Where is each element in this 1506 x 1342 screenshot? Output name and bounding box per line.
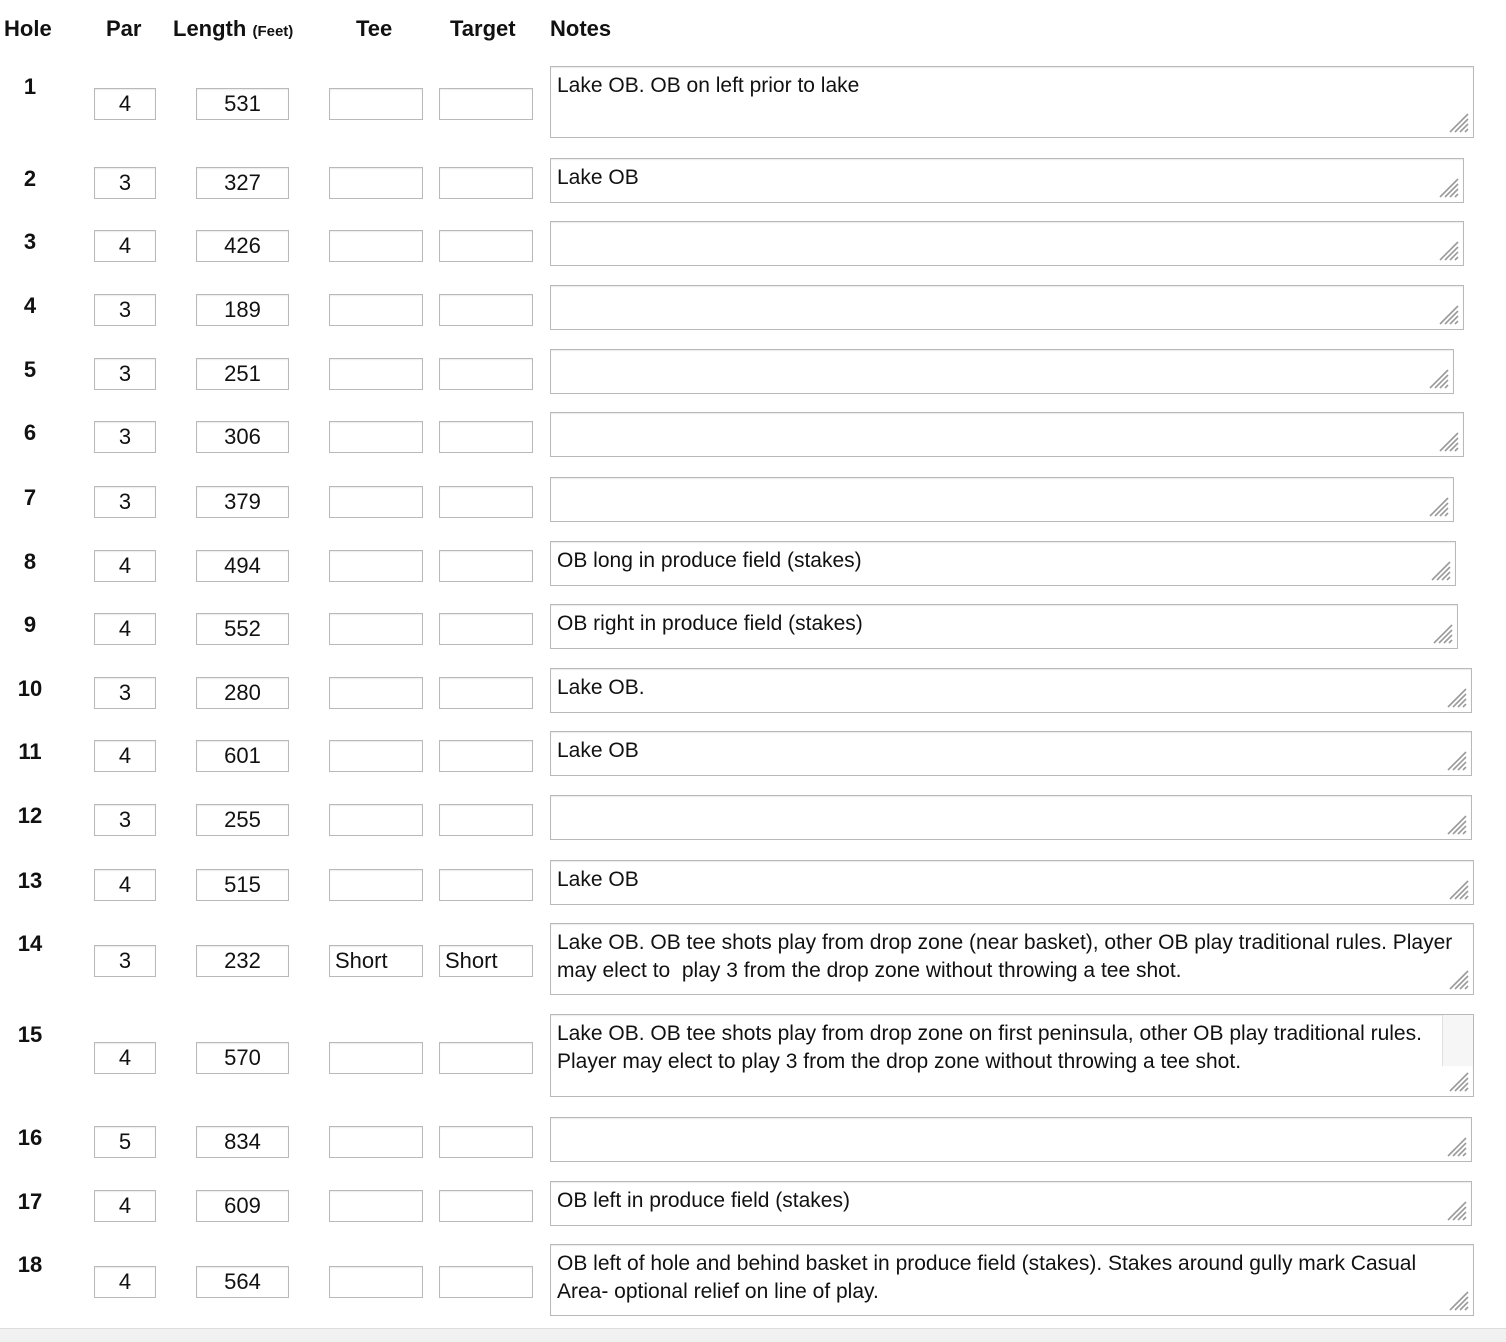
tee-field[interactable]	[329, 740, 423, 772]
target-field[interactable]	[439, 613, 533, 645]
par-field[interactable]: 3	[94, 167, 156, 199]
notes-text: OB long in produce field (stakes)	[557, 549, 862, 572]
target-field[interactable]	[439, 358, 533, 390]
par-field[interactable]: 3	[94, 486, 156, 518]
length-field[interactable]: 564	[196, 1266, 289, 1298]
notes-text: Lake OB	[557, 166, 639, 189]
notes-scrollbar[interactable]	[1442, 1015, 1473, 1066]
hole-number: 12	[17, 803, 43, 828]
notes-textarea[interactable]	[550, 221, 1464, 266]
length-field[interactable]: 609	[196, 1190, 289, 1222]
length-field[interactable]: 834	[196, 1126, 289, 1158]
tee-field[interactable]	[329, 486, 423, 518]
resize-grip-icon[interactable]	[1442, 1196, 1468, 1222]
target-field[interactable]	[439, 740, 533, 772]
target-field[interactable]	[439, 421, 533, 453]
par-field[interactable]: 3	[94, 358, 156, 390]
resize-grip-icon[interactable]	[1424, 364, 1450, 390]
header-length-label: Length	[173, 16, 247, 41]
hole-number: 13	[17, 868, 43, 893]
length-field[interactable]: 570	[196, 1042, 289, 1074]
par-field[interactable]: 3	[94, 804, 156, 836]
length-field[interactable]: 426	[196, 230, 289, 262]
tee-field[interactable]	[329, 869, 423, 901]
notes-textarea[interactable]	[550, 1014, 1474, 1097]
notes-text: Lake OB	[557, 868, 639, 891]
target-field[interactable]	[439, 804, 533, 836]
tee-field[interactable]	[329, 1042, 423, 1074]
notes-text: Lake OB	[557, 739, 639, 762]
tee-field[interactable]	[329, 1190, 423, 1222]
hole-number: 1	[23, 74, 37, 99]
header-length	[173, 16, 293, 42]
resize-grip-icon[interactable]	[1444, 1067, 1470, 1093]
resize-grip-icon[interactable]	[1442, 746, 1468, 772]
par-field[interactable]: 4	[94, 88, 156, 120]
hole-number: 16	[17, 1125, 43, 1150]
hole-number: 3	[23, 229, 37, 254]
length-field[interactable]: 251	[196, 358, 289, 390]
hole-number: 17	[17, 1189, 43, 1214]
hole-number: 10	[17, 676, 43, 701]
length-field[interactable]: 306	[196, 421, 289, 453]
target-field[interactable]: Short	[439, 945, 533, 977]
hole-number: 14	[17, 931, 43, 956]
hole-number: 8	[23, 549, 37, 574]
length-field[interactable]: 232	[196, 945, 289, 977]
hole-number: 18	[17, 1252, 43, 1277]
resize-grip-icon[interactable]	[1434, 427, 1460, 453]
resize-grip-icon[interactable]	[1442, 810, 1468, 836]
length-field[interactable]: 327	[196, 167, 289, 199]
tee-field[interactable]	[329, 804, 423, 836]
resize-grip-icon[interactable]	[1442, 1132, 1468, 1158]
tee-field[interactable]	[329, 1126, 423, 1158]
par-field[interactable]: 4	[94, 550, 156, 582]
notes-textarea[interactable]	[550, 668, 1472, 713]
target-field[interactable]	[439, 167, 533, 199]
tee-field[interactable]: Short	[329, 945, 423, 977]
notes-text: OB left in produce field (stakes)	[557, 1189, 850, 1212]
tee-field[interactable]	[329, 230, 423, 262]
notes-textarea[interactable]	[550, 477, 1454, 522]
notes-textarea[interactable]	[550, 541, 1456, 586]
notes-textarea[interactable]	[550, 158, 1464, 203]
target-field[interactable]	[439, 294, 533, 326]
notes-textarea[interactable]	[550, 923, 1474, 995]
tee-field[interactable]	[329, 677, 423, 709]
target-field[interactable]	[439, 486, 533, 518]
length-field[interactable]: 494	[196, 550, 289, 582]
par-field[interactable]: 3	[94, 677, 156, 709]
header-target: Target	[450, 16, 516, 41]
target-field[interactable]	[439, 1126, 533, 1158]
notes-text: OB right in produce field (stakes)	[557, 612, 863, 635]
header-par: Par	[106, 16, 142, 41]
notes-textarea[interactable]	[550, 66, 1474, 138]
resize-grip-icon[interactable]	[1444, 1286, 1470, 1312]
notes-textarea[interactable]	[550, 860, 1474, 905]
hole-number: 7	[23, 485, 37, 510]
tee-field[interactable]	[329, 358, 423, 390]
page-bottom-bar	[0, 1328, 1506, 1342]
header-notes: Notes	[550, 16, 612, 41]
target-field[interactable]	[439, 1266, 533, 1298]
target-field[interactable]	[439, 1190, 533, 1222]
hole-number: 9	[23, 612, 37, 637]
tee-field[interactable]	[329, 1266, 423, 1298]
par-field[interactable]: 5	[94, 1126, 156, 1158]
resize-grip-icon[interactable]	[1434, 300, 1460, 326]
notes-text: Lake OB. OB tee shots play from drop zone (near basket), other OB play traditional rules. Player may elect to play 3 from the drop zone without throwing a tee shot.	[557, 931, 1459, 982]
tee-field[interactable]	[329, 613, 423, 645]
tee-field[interactable]	[329, 421, 423, 453]
hole-number: 5	[23, 357, 37, 382]
notes-textarea[interactable]	[550, 604, 1458, 649]
header-hole: Hole	[4, 16, 52, 41]
notes-textarea[interactable]	[550, 285, 1464, 330]
notes-textarea[interactable]	[550, 412, 1464, 457]
hole-number: 11	[18, 739, 42, 764]
target-field[interactable]	[439, 550, 533, 582]
length-field[interactable]: 280	[196, 677, 289, 709]
par-field[interactable]: 4	[94, 230, 156, 262]
notes-text: OB left of hole and behind basket in produce field (stakes). Stakes around gully mark Casual Area- optional relief on line of play.	[557, 1252, 1421, 1303]
resize-grip-icon[interactable]	[1444, 108, 1470, 134]
par-field[interactable]: 4	[94, 1266, 156, 1298]
target-field[interactable]	[439, 88, 533, 120]
target-field[interactable]	[439, 1042, 533, 1074]
tee-field[interactable]	[329, 88, 423, 120]
par-field[interactable]: 3	[94, 945, 156, 977]
resize-grip-icon[interactable]	[1444, 875, 1470, 901]
target-field[interactable]	[439, 869, 533, 901]
notes-textarea[interactable]	[550, 795, 1472, 840]
length-field[interactable]: 515	[196, 869, 289, 901]
notes-textarea[interactable]	[550, 1117, 1472, 1162]
resize-grip-icon[interactable]	[1434, 173, 1460, 199]
length-field[interactable]: 601	[196, 740, 289, 772]
length-field[interactable]: 379	[196, 486, 289, 518]
hole-number: 4	[23, 293, 37, 318]
notes-text: Lake OB. OB tee shots play from drop zone on first peninsula, other OB play traditional rules. Player may elect to play 3 from the drop zone without throwing a tee shot.	[557, 1022, 1428, 1073]
notes-textarea[interactable]	[550, 349, 1454, 394]
hole-number: 6	[23, 420, 37, 445]
hole-number: 15	[17, 1022, 43, 1047]
header-tee: Tee	[356, 16, 393, 41]
tee-field[interactable]	[329, 167, 423, 199]
tee-field[interactable]	[329, 550, 423, 582]
length-field[interactable]: 255	[196, 804, 289, 836]
par-field[interactable]: 4	[94, 613, 156, 645]
length-field[interactable]: 189	[196, 294, 289, 326]
resize-grip-icon[interactable]	[1444, 965, 1470, 991]
resize-grip-icon[interactable]	[1428, 619, 1454, 645]
header-length-unit: (Feet)	[252, 23, 294, 40]
notes-text: Lake OB. OB on left prior to lake	[557, 74, 860, 97]
notes-textarea[interactable]	[550, 731, 1472, 776]
length-field[interactable]: 531	[196, 88, 289, 120]
par-field[interactable]: 3	[94, 294, 156, 326]
par-field[interactable]: 4	[94, 869, 156, 901]
notes-textarea[interactable]	[550, 1181, 1472, 1226]
length-field[interactable]: 552	[196, 613, 289, 645]
notes-textarea[interactable]	[550, 1244, 1474, 1316]
resize-grip-icon[interactable]	[1434, 236, 1460, 262]
par-field[interactable]: 3	[94, 421, 156, 453]
resize-grip-icon[interactable]	[1442, 683, 1468, 709]
target-field[interactable]	[439, 230, 533, 262]
par-field[interactable]: 4	[94, 740, 156, 772]
par-field[interactable]: 4	[94, 1190, 156, 1222]
notes-text: Lake OB.	[557, 676, 645, 699]
resize-grip-icon[interactable]	[1426, 556, 1452, 582]
target-field[interactable]	[439, 677, 533, 709]
tee-field[interactable]	[329, 294, 423, 326]
hole-number: 2	[23, 166, 37, 191]
par-field[interactable]: 4	[94, 1042, 156, 1074]
resize-grip-icon[interactable]	[1424, 492, 1450, 518]
